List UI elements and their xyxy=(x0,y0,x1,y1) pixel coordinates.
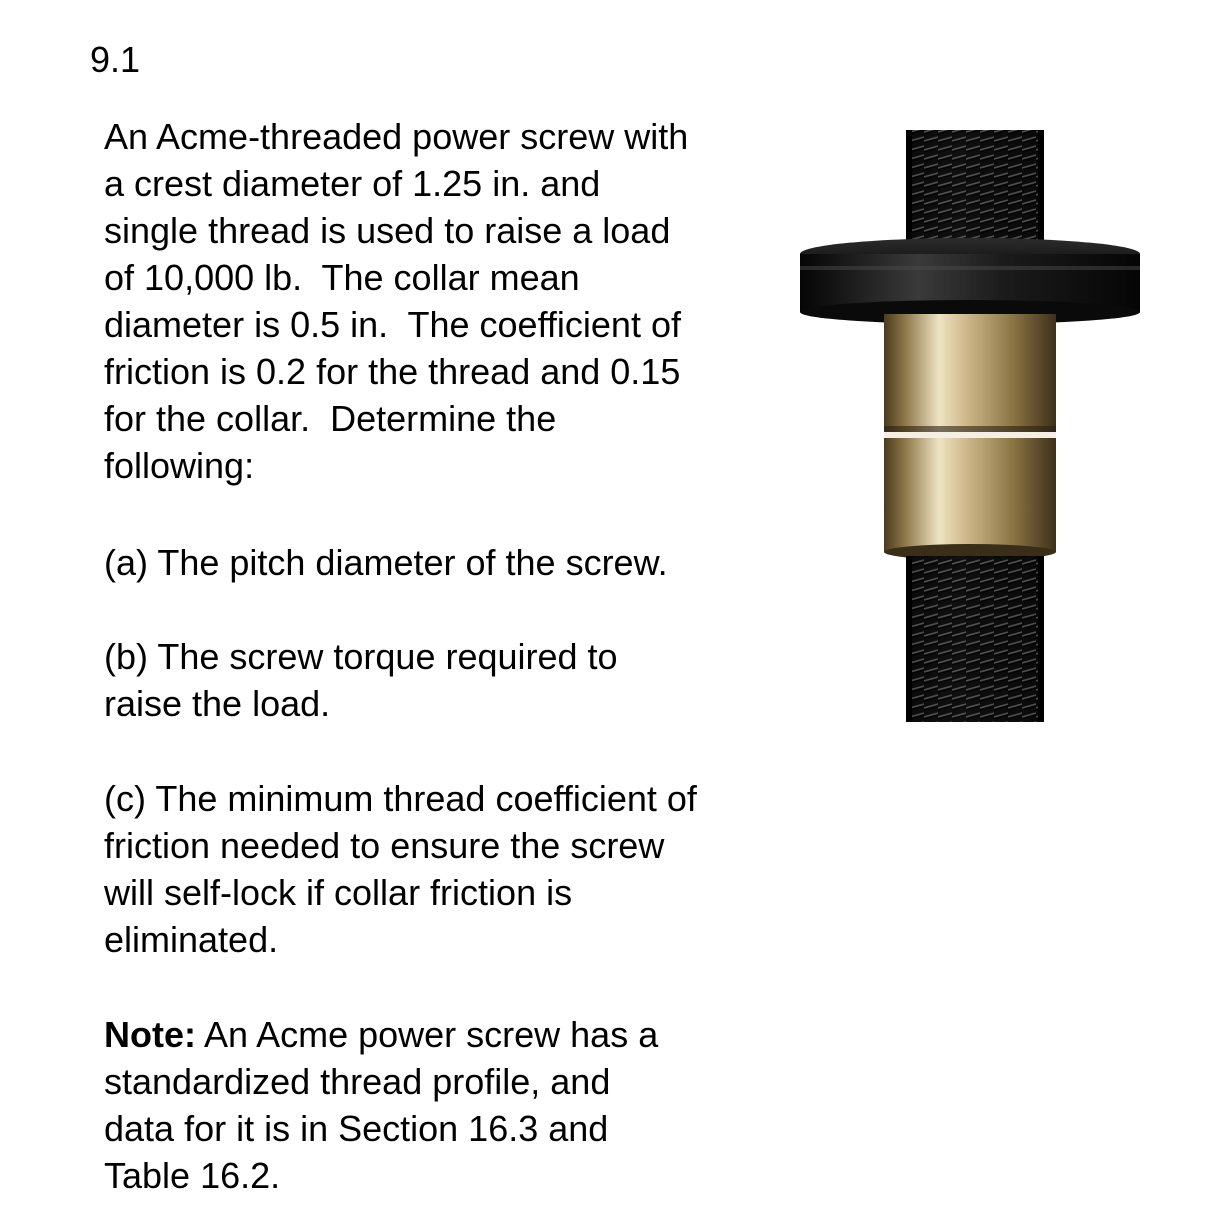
bronze-nut-lower xyxy=(884,438,1056,560)
statement-line: for the collar. Determine the xyxy=(104,398,557,439)
question-line: (a) The pitch diameter of the screw. xyxy=(104,542,668,583)
statement-line: An Acme-threaded power screw with xyxy=(104,116,689,157)
question-line: raise the load. xyxy=(104,683,331,724)
question-part-a xyxy=(104,539,784,586)
question-part-b xyxy=(104,633,784,727)
statement-line: a crest diameter of 1.25 in. and xyxy=(104,163,601,204)
note-line: data for it is in Section 16.3 and xyxy=(104,1108,609,1149)
power-screw-illustration xyxy=(798,126,1148,726)
question-line: friction needed to ensure the screw xyxy=(104,825,665,866)
question-line: (c) The minimum thread coefficient of xyxy=(104,778,697,819)
note-line: Table 16.2. xyxy=(104,1155,281,1196)
problem-statement xyxy=(104,113,784,489)
question-line: (b) The screw torque required to xyxy=(104,636,618,677)
note-first-line xyxy=(104,1011,784,1058)
statement-line: single thread is used to raise a load xyxy=(104,210,671,251)
nut-flange xyxy=(800,238,1140,324)
problem-number: 9.1 xyxy=(90,39,141,80)
note-label: Note: xyxy=(104,1014,196,1055)
question-line: eliminated. xyxy=(104,919,279,960)
power-screw-photo xyxy=(798,126,1148,726)
statement-line: diameter is 0.5 in. The coefficient of xyxy=(104,304,681,345)
question-line: will self-lock if collar friction is xyxy=(104,872,573,913)
note-text: An Acme power screw has a xyxy=(196,1014,659,1055)
note-block xyxy=(104,1011,784,1199)
question-part-c xyxy=(104,775,784,963)
statement-line: friction is 0.2 for the thread and 0.15 xyxy=(104,351,681,392)
statement-line: of 10,000 lb. The collar mean xyxy=(104,257,580,298)
lower-screw-shaft xyxy=(906,556,1044,722)
bronze-nut-upper xyxy=(884,314,1056,432)
note-line: standardized thread profile, and xyxy=(104,1061,611,1102)
nut-gap xyxy=(884,432,1056,438)
statement-line: following: xyxy=(104,445,255,486)
